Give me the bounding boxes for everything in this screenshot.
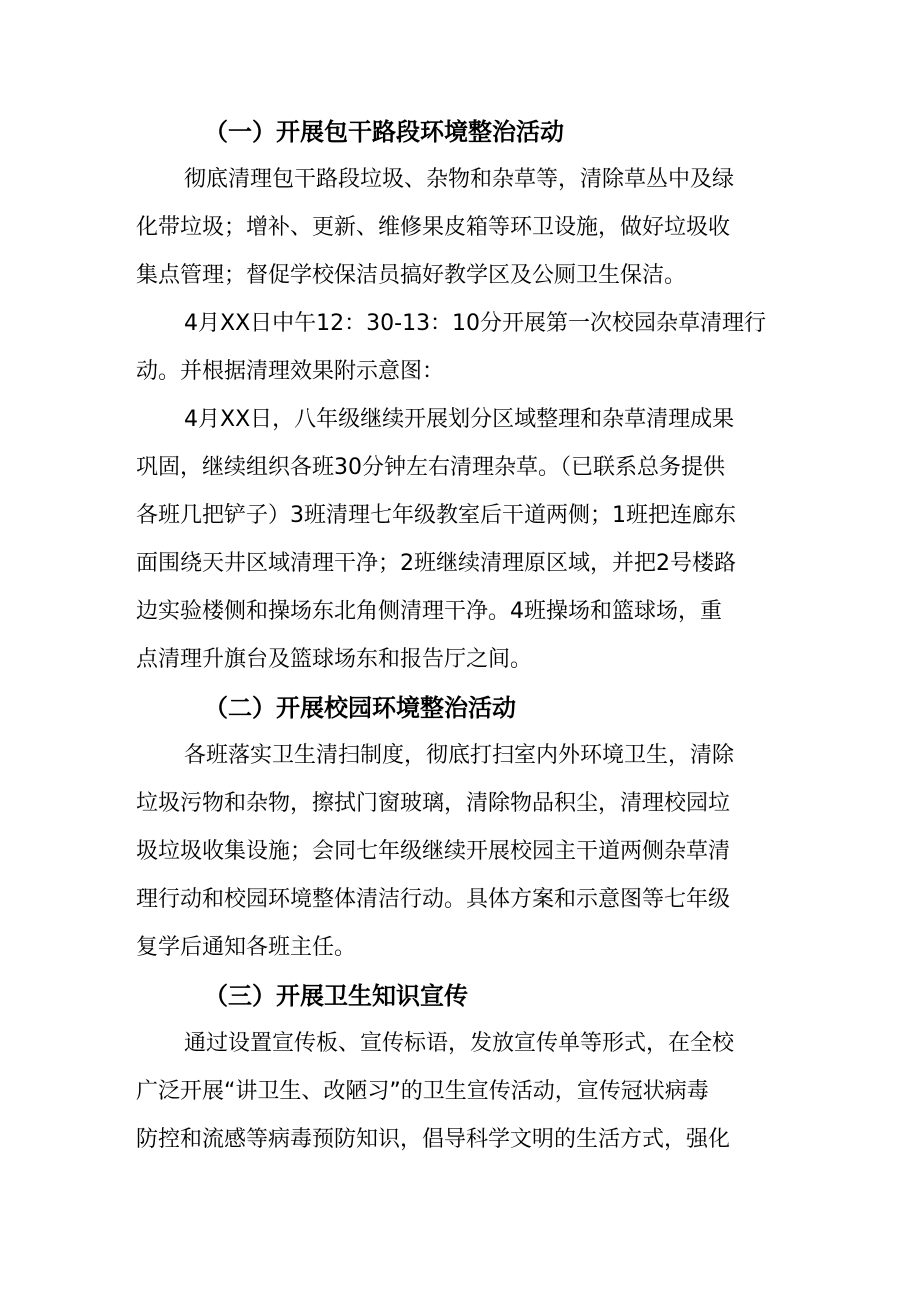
paragraph-1-3 xyxy=(136,396,800,684)
text-line: 面围绕天井区域清理干净；2班继续清理原区域，并把2号楼路 xyxy=(136,551,736,576)
text-line: 彻底清理包干路段垃圾、杂物和杂草等，清除草丛中及绿 xyxy=(184,167,735,192)
text-line: 集点管理；督促学校保洁员搞好教学区及公厕卫生保洁。 xyxy=(136,263,687,288)
paragraph-2-1 xyxy=(136,732,800,972)
section-heading-1: （一）开展包干路段环境整治活动 xyxy=(204,118,564,146)
section-heading-2: （二）开展校园环境整治活动 xyxy=(204,694,516,722)
text-line: 垃圾污物和杂物，擦拭门窗玻璃，清除物品积尘，清理校园垃 xyxy=(136,791,731,816)
text-line: 动。并根据清理效果附示意图： xyxy=(136,359,445,384)
text-line: 复学后通知各班主任。 xyxy=(136,935,357,960)
text-line: 通过设置宣传板、宣传标语，发放宣传单等形式，在全校 xyxy=(184,1031,735,1056)
text-line: 边实验楼侧和操场东北角侧清理干净。4班操场和篮球场，重 xyxy=(136,599,722,624)
text-line: 广泛开展“讲卫生、改陋习”的卫生宣传活动，宣传冠状病毒 xyxy=(136,1079,709,1104)
text-line: 巩固，继续组织各班30分钟左右清理杂草。（已联系总务提供 xyxy=(136,455,725,480)
text-line: 各班落实卫生清扫制度，彻底打扫室内外环境卫生，清除 xyxy=(184,743,735,768)
document-body xyxy=(136,108,800,1164)
paragraph-1-1 xyxy=(136,156,800,300)
text-line: 4月XX日，八年级继续开展划分区域整理和杂草清理成果 xyxy=(184,407,735,432)
paragraph-3-1 xyxy=(136,1020,800,1164)
text-line: 4月XX日中午12：30-13：10分开展第一次校园杂草清理行 xyxy=(184,311,767,336)
text-line: 化带垃圾；增补、更新、维修果皮箱等环卫设施，做好垃圾收 xyxy=(136,215,731,240)
text-line: 理行动和校园环境整体清洁行动。具体方案和示意图等七年级 xyxy=(136,887,731,912)
text-line: 点清理升旗台及篮球场东和报告厅之间。 xyxy=(136,647,533,672)
paragraph-1-2 xyxy=(136,300,800,396)
text-line: 各班几把铲子）3班清理七年级教室后干道两侧；1班把连廊东 xyxy=(136,503,736,528)
text-line: 防控和流感等病毒预防知识，倡导科学文明的生活方式，强化 xyxy=(136,1127,731,1152)
text-line: 圾垃圾收集设施；会同七年级继续开展校园主干道两侧杂草清 xyxy=(136,839,731,864)
section-heading-3: （三）开展卫生知识宣传 xyxy=(204,982,468,1010)
